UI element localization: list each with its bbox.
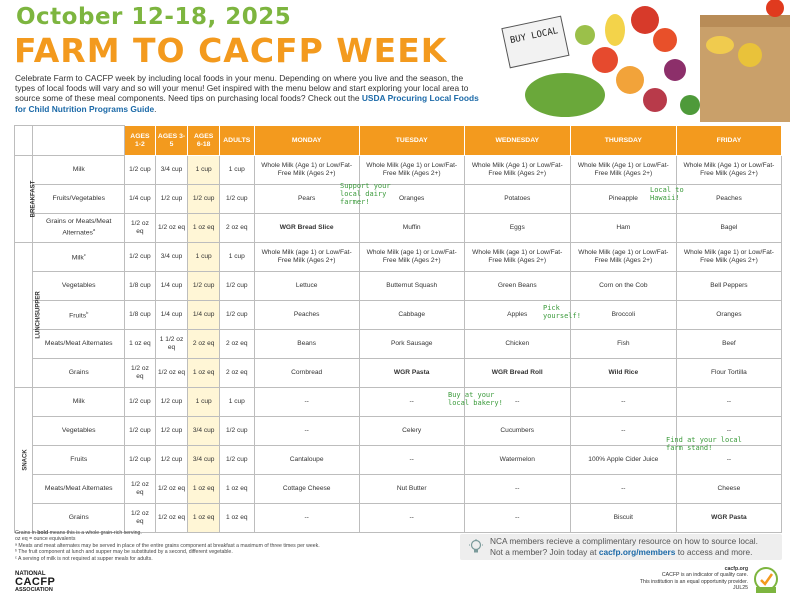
menu-item-cell: Whole Milk (age 1) or Low/Fat-Free Milk (Ages 2+)	[359, 243, 464, 272]
promo-text	[490, 536, 758, 558]
header-cell: THURSDAY	[570, 126, 676, 156]
portion-cell: 1/2 cup	[155, 417, 188, 446]
portion-cell: 1 oz eq	[219, 504, 254, 533]
menu-item-cell: --	[570, 417, 676, 446]
meal-component-label: Grains	[68, 369, 89, 376]
portion-cell: 1/2 cup	[155, 388, 188, 417]
portion-cell: 1 1/2 oz eq	[155, 330, 188, 359]
menu-item-cell: Biscuit	[570, 504, 676, 533]
portion-cell: 1 oz eq	[188, 214, 220, 243]
nca-logo	[15, 571, 75, 597]
menu-item-cell: Broccoli	[570, 301, 676, 330]
meal-component	[33, 330, 125, 359]
meal-component	[33, 475, 125, 504]
menu-item-cell: --	[359, 388, 464, 417]
section-label-cell	[15, 156, 37, 243]
menu-item-cell: Oranges	[359, 185, 464, 214]
menu-item-cell: Eggs	[464, 214, 570, 243]
footnote-oz-eq: oz eq = ounce equivalents	[15, 536, 76, 543]
menu-item-cell: --	[464, 475, 570, 504]
table-row	[15, 214, 782, 243]
menu-item-cell: --	[464, 504, 570, 533]
menu-item-cell: Flour Tortilla	[676, 359, 781, 388]
portion-cell: 1/2 cup	[188, 185, 220, 214]
menu-item-cell: Chicken	[464, 330, 570, 359]
table-row	[15, 475, 782, 504]
footnote-c: ᶜ A serving of milk is not required at supper meals for adults.	[15, 555, 153, 562]
portion-cell: 1 cup	[219, 156, 254, 185]
header-cell: ADULTS	[219, 126, 254, 156]
portion-cell: 1 oz eq	[219, 475, 254, 504]
menu-item-cell: Bagel	[676, 214, 781, 243]
membership-promo	[460, 534, 782, 560]
menu-item-cell: Ham	[570, 214, 676, 243]
footnote-b: ᵇ The fruit component at lunch and supper may be substituted by a second, different vegetable.	[15, 549, 233, 556]
menu-item-cell: Oranges	[676, 301, 781, 330]
menu-item-cell: --	[359, 446, 464, 475]
portion-cell: 1/2 oz eq	[155, 359, 188, 388]
header-cell: TUESDAY	[359, 126, 464, 156]
header-blank-section	[15, 126, 33, 156]
meal-component-label: Meats/Meat Alternates	[44, 340, 113, 347]
menu-item-cell: Peaches	[676, 185, 781, 214]
members-link[interactable]: cacfp.org/members	[598, 547, 676, 557]
portion-cell: 1/4 cup	[125, 185, 156, 214]
cacfp-seal-icon	[753, 565, 779, 595]
menu-item-cell: Cottage Cheese	[254, 475, 359, 504]
meal-component	[33, 417, 125, 446]
menu-item-cell: Cabbage	[359, 301, 464, 330]
meal-component-label: Milk	[72, 166, 85, 173]
portion-cell: 1 cup	[188, 388, 220, 417]
meal-component-label: Fruits	[70, 456, 88, 463]
menu-item-cell: --	[570, 475, 676, 504]
intro-text: Celebrate Farm to CACFP week by including local foods in your menu. Depending on where you live and the season, the types of local foods will vary and so will your menu! Get inspired with the menu below and start exploring your local area to source some of these meal components. Need tips on purchasing local foods? Check out the	[15, 73, 469, 104]
menu-item-cell: --	[570, 388, 676, 417]
nca-logo-line2: CACFP	[15, 576, 56, 588]
menu-item-cell: Pineapple	[570, 185, 676, 214]
meal-component-label: Milk	[72, 398, 85, 405]
portion-cell: 1/2 cup	[219, 446, 254, 475]
section-label: LUNCH/SUPPER	[35, 291, 42, 339]
portion-cell: 3/4 cup	[188, 417, 220, 446]
portion-cell: 2 oz eq	[188, 330, 220, 359]
meal-component	[33, 504, 125, 533]
portion-cell: 1/2 cup	[125, 446, 156, 475]
table-row	[15, 243, 782, 272]
header-cell: WEDNESDAY	[464, 126, 570, 156]
header-cell: AGES 3-5	[155, 126, 188, 156]
menu-item-cell: Whole Milk (age 1) or Low/Fat-Free Milk (Ages 2+)	[676, 243, 781, 272]
menu-item-cell: Watermelon	[464, 446, 570, 475]
footnotes	[15, 530, 445, 562]
menu-item-cell: WGR Pasta	[359, 359, 464, 388]
page-title: FARM TO CACFP WEEK	[14, 31, 448, 70]
menu-item-cell: Whole Milk (Age 1) or Low/Fat-Free Milk (Ages 2+)	[254, 156, 359, 185]
menu-item-cell: Peaches	[254, 301, 359, 330]
event-date: October 12-18, 2025	[16, 4, 292, 30]
menu-item-cell: Whole Milk (Age 1) or Low/Fat-Free Milk (Ages 2+)	[464, 156, 570, 185]
menu-item-cell: Whole Milk (Age 1) or Low/Fat-Free Milk (Ages 2+)	[359, 156, 464, 185]
menu-item-cell: Cheese	[676, 475, 781, 504]
table-row	[15, 504, 782, 533]
menu-item-cell: Green Beans	[464, 272, 570, 301]
menu-item-cell: Apples	[464, 301, 570, 330]
meal-component-label: Fruits	[69, 312, 87, 320]
menu-item-cell: --	[254, 417, 359, 446]
annotation-dairy: Support your local dairy farmer!	[340, 182, 391, 206]
menu-item-cell: Wild Rice	[570, 359, 676, 388]
meal-component-label: Fruits/Vegetables	[52, 195, 105, 202]
header-blank-component	[33, 126, 125, 156]
menu-item-cell: Whole Milk (age 1) or Low/Fat-Free Milk (Ages 2+)	[254, 243, 359, 272]
portion-cell: 1/2 cup	[219, 272, 254, 301]
portion-cell: 1/2 cup	[219, 185, 254, 214]
menu-item-cell: --	[359, 504, 464, 533]
footnote-grains: Grains in bold means this is a whole grain-rich serving.	[15, 530, 142, 536]
usda-guide-link[interactable]: USDA Procuring Local Foods for Child Nutrition Programs Guide	[15, 93, 479, 114]
portion-cell: 1/2 cup	[188, 272, 220, 301]
footnote-marker: c	[83, 252, 86, 258]
portion-cell: 1/2 oz eq	[125, 214, 156, 243]
menu-item-cell: --	[254, 388, 359, 417]
menu-item-cell: --	[464, 388, 570, 417]
portion-cell: 2 oz eq	[219, 359, 254, 388]
menu-item-cell: Bell Peppers	[676, 272, 781, 301]
meal-component-label: Grains or Meats/Meat Alternates	[46, 218, 112, 237]
table-row	[15, 330, 782, 359]
section-label: BREAKFAST	[30, 180, 37, 218]
menu-item-cell: Celery	[359, 417, 464, 446]
menu-item-cell: Pears	[254, 185, 359, 214]
menu-item-cell: Lettuce	[254, 272, 359, 301]
meal-component	[33, 388, 125, 417]
portion-cell: 1/2 cup	[125, 243, 156, 272]
menu-item-cell: Whole Milk (age 1) or Low/Fat-Free Milk (Ages 2+)	[464, 243, 570, 272]
section-label: SNACK	[22, 449, 29, 471]
meal-component-label: Vegetables	[61, 282, 96, 289]
portion-cell: 1/2 cup	[155, 446, 188, 475]
menu-item-cell: Corn on the Cob	[570, 272, 676, 301]
promo-line2: Not a member? Join today at cacfp.org/members to access and more.	[490, 547, 753, 557]
menu-item-cell: Potatoes	[464, 185, 570, 214]
portion-cell: 1/2 oz eq	[155, 504, 188, 533]
legal-line1: CACFP is an indicator of quality care.	[661, 572, 748, 579]
menu-item-cell: Nut Butter	[359, 475, 464, 504]
lightbulb-icon	[468, 539, 484, 555]
portion-cell: 1/8 cup	[125, 272, 156, 301]
portion-cell: 1/2 cup	[219, 417, 254, 446]
portion-cell: 1 oz eq	[188, 504, 220, 533]
menu-item-cell: Pork Sausage	[359, 330, 464, 359]
portion-cell: 1/4 cup	[155, 272, 188, 301]
buy-local-sign-text: BUY LOCAL	[509, 26, 560, 47]
local-produce-photo	[495, 0, 795, 122]
portion-cell: 1/2 oz eq	[155, 475, 188, 504]
portion-cell: 1/2 oz eq	[125, 475, 156, 504]
menu-item-cell: Whole Milk (Age 1) or Low/Fat-Free Milk (Ages 2+)	[676, 156, 781, 185]
menu-item-cell: --	[676, 388, 781, 417]
meal-component	[33, 359, 125, 388]
legal-line2: This institution is an equal opportunity provider.	[639, 578, 748, 585]
meal-component	[33, 214, 125, 243]
meal-component-label: Milk	[71, 254, 84, 262]
legal-notice	[640, 566, 748, 592]
meal-component-label: Grains	[68, 514, 89, 521]
menu-item-cell: Muffin	[359, 214, 464, 243]
footnote-marker: a	[92, 227, 96, 233]
header-cell: MONDAY	[254, 126, 359, 156]
menu-item-cell: WGR Bread Slice	[254, 214, 359, 243]
meal-component	[33, 243, 125, 272]
menu-item-cell: Butternut Squash	[359, 272, 464, 301]
annotation-pick: Pick yourself!	[543, 304, 581, 320]
table-row	[15, 156, 782, 185]
table-row	[15, 301, 782, 330]
legal-code: JUL25	[733, 585, 748, 592]
menu-item-cell: Beef	[676, 330, 781, 359]
menu-item-cell: Cornbread	[254, 359, 359, 388]
menu-item-cell: --	[676, 417, 781, 446]
portion-cell: 1/8 cup	[125, 301, 156, 330]
menu-item-cell: --	[254, 504, 359, 533]
meal-component	[33, 185, 125, 214]
footnote-marker: b	[86, 310, 89, 316]
footnote-a: ᵃ Meats and meat alternates may be served in place of the entire grains component at breakfast a maximum of three times per week.	[15, 542, 320, 549]
portion-cell: 1/2 oz eq	[125, 504, 156, 533]
header-cell: AGES 1-2	[125, 126, 156, 156]
meal-component	[33, 272, 125, 301]
portion-cell: 1 cup	[219, 388, 254, 417]
nca-logo-line3: ASSOCIATION	[15, 587, 53, 593]
table-row	[15, 388, 782, 417]
section-label-cell	[15, 388, 33, 533]
portion-cell: 1/2 oz eq	[155, 214, 188, 243]
menu-item-cell: --	[676, 446, 781, 475]
portion-cell: 1 cup	[219, 243, 254, 272]
portion-cell: 1/4 cup	[155, 301, 188, 330]
promo-line1: NCA members recieve a complimentary resource on how to source local.	[490, 536, 758, 546]
menu-item-cell: Fish	[570, 330, 676, 359]
portion-cell: 3/4 cup	[155, 243, 188, 272]
portion-cell: 2 oz eq	[219, 214, 254, 243]
menu-item-cell: 100% Apple Cider Juice	[570, 446, 676, 475]
produce-illustration	[495, 0, 795, 122]
meal-component	[33, 156, 125, 185]
portion-cell: 1 cup	[188, 243, 220, 272]
portion-cell: 1 oz eq	[125, 330, 156, 359]
portion-cell: 1/4 cup	[188, 301, 220, 330]
portion-cell: 1/2 oz eq	[125, 359, 156, 388]
portion-cell: 1 cup	[188, 156, 220, 185]
header-cell: FRIDAY	[676, 126, 781, 156]
menu-item-cell: Whole Milk (age 1) or Low/Fat-Free Milk (Ages 2+)	[570, 243, 676, 272]
annotation-hawaii: Local to Hawaii!	[650, 186, 684, 202]
meal-component-label: Vegetables	[61, 427, 96, 434]
menu-item-cell: Beans	[254, 330, 359, 359]
table-row	[15, 359, 782, 388]
intro-paragraph	[15, 73, 485, 114]
portion-cell: 1/2 cup	[125, 417, 156, 446]
portion-cell: 2 oz eq	[219, 330, 254, 359]
table-row	[15, 272, 782, 301]
portion-cell: 1/2 cup	[125, 388, 156, 417]
intro-end: .	[154, 103, 157, 114]
header-cell: AGES 6-18	[188, 126, 220, 156]
annotation-farmstand: Find at your local farm stand!	[666, 436, 742, 452]
meal-component	[33, 301, 125, 330]
portion-cell: 1/2 cup	[125, 156, 156, 185]
menu-item-cell: WGR Bread Roll	[464, 359, 570, 388]
portion-cell: 1/2 cup	[155, 185, 188, 214]
nca-logo-line1: NATIONAL	[15, 571, 46, 577]
section-label-cell	[15, 243, 42, 388]
portion-cell: 3/4 cup	[188, 446, 220, 475]
site-url: cacfp.org	[724, 566, 748, 572]
menu-body	[15, 156, 782, 533]
menu-item-cell: WGR Pasta	[676, 504, 781, 533]
portion-cell: 3/4 cup	[155, 156, 188, 185]
meal-component-label: Meats/Meat Alternates	[44, 485, 113, 492]
menu-item-cell: Cucumbers	[464, 417, 570, 446]
meal-component	[33, 446, 125, 475]
menu-item-cell: Cantaloupe	[254, 446, 359, 475]
portion-cell: 1 oz eq	[188, 475, 220, 504]
table-header-row	[15, 126, 782, 156]
annotation-bakery: Buy at your local bakery!	[448, 391, 503, 407]
menu-item-cell: Whole Milk (Age 1) or Low/Fat-Free Milk (Ages 2+)	[570, 156, 676, 185]
portion-cell: 1 oz eq	[188, 359, 220, 388]
portion-cell: 1/2 cup	[219, 301, 254, 330]
